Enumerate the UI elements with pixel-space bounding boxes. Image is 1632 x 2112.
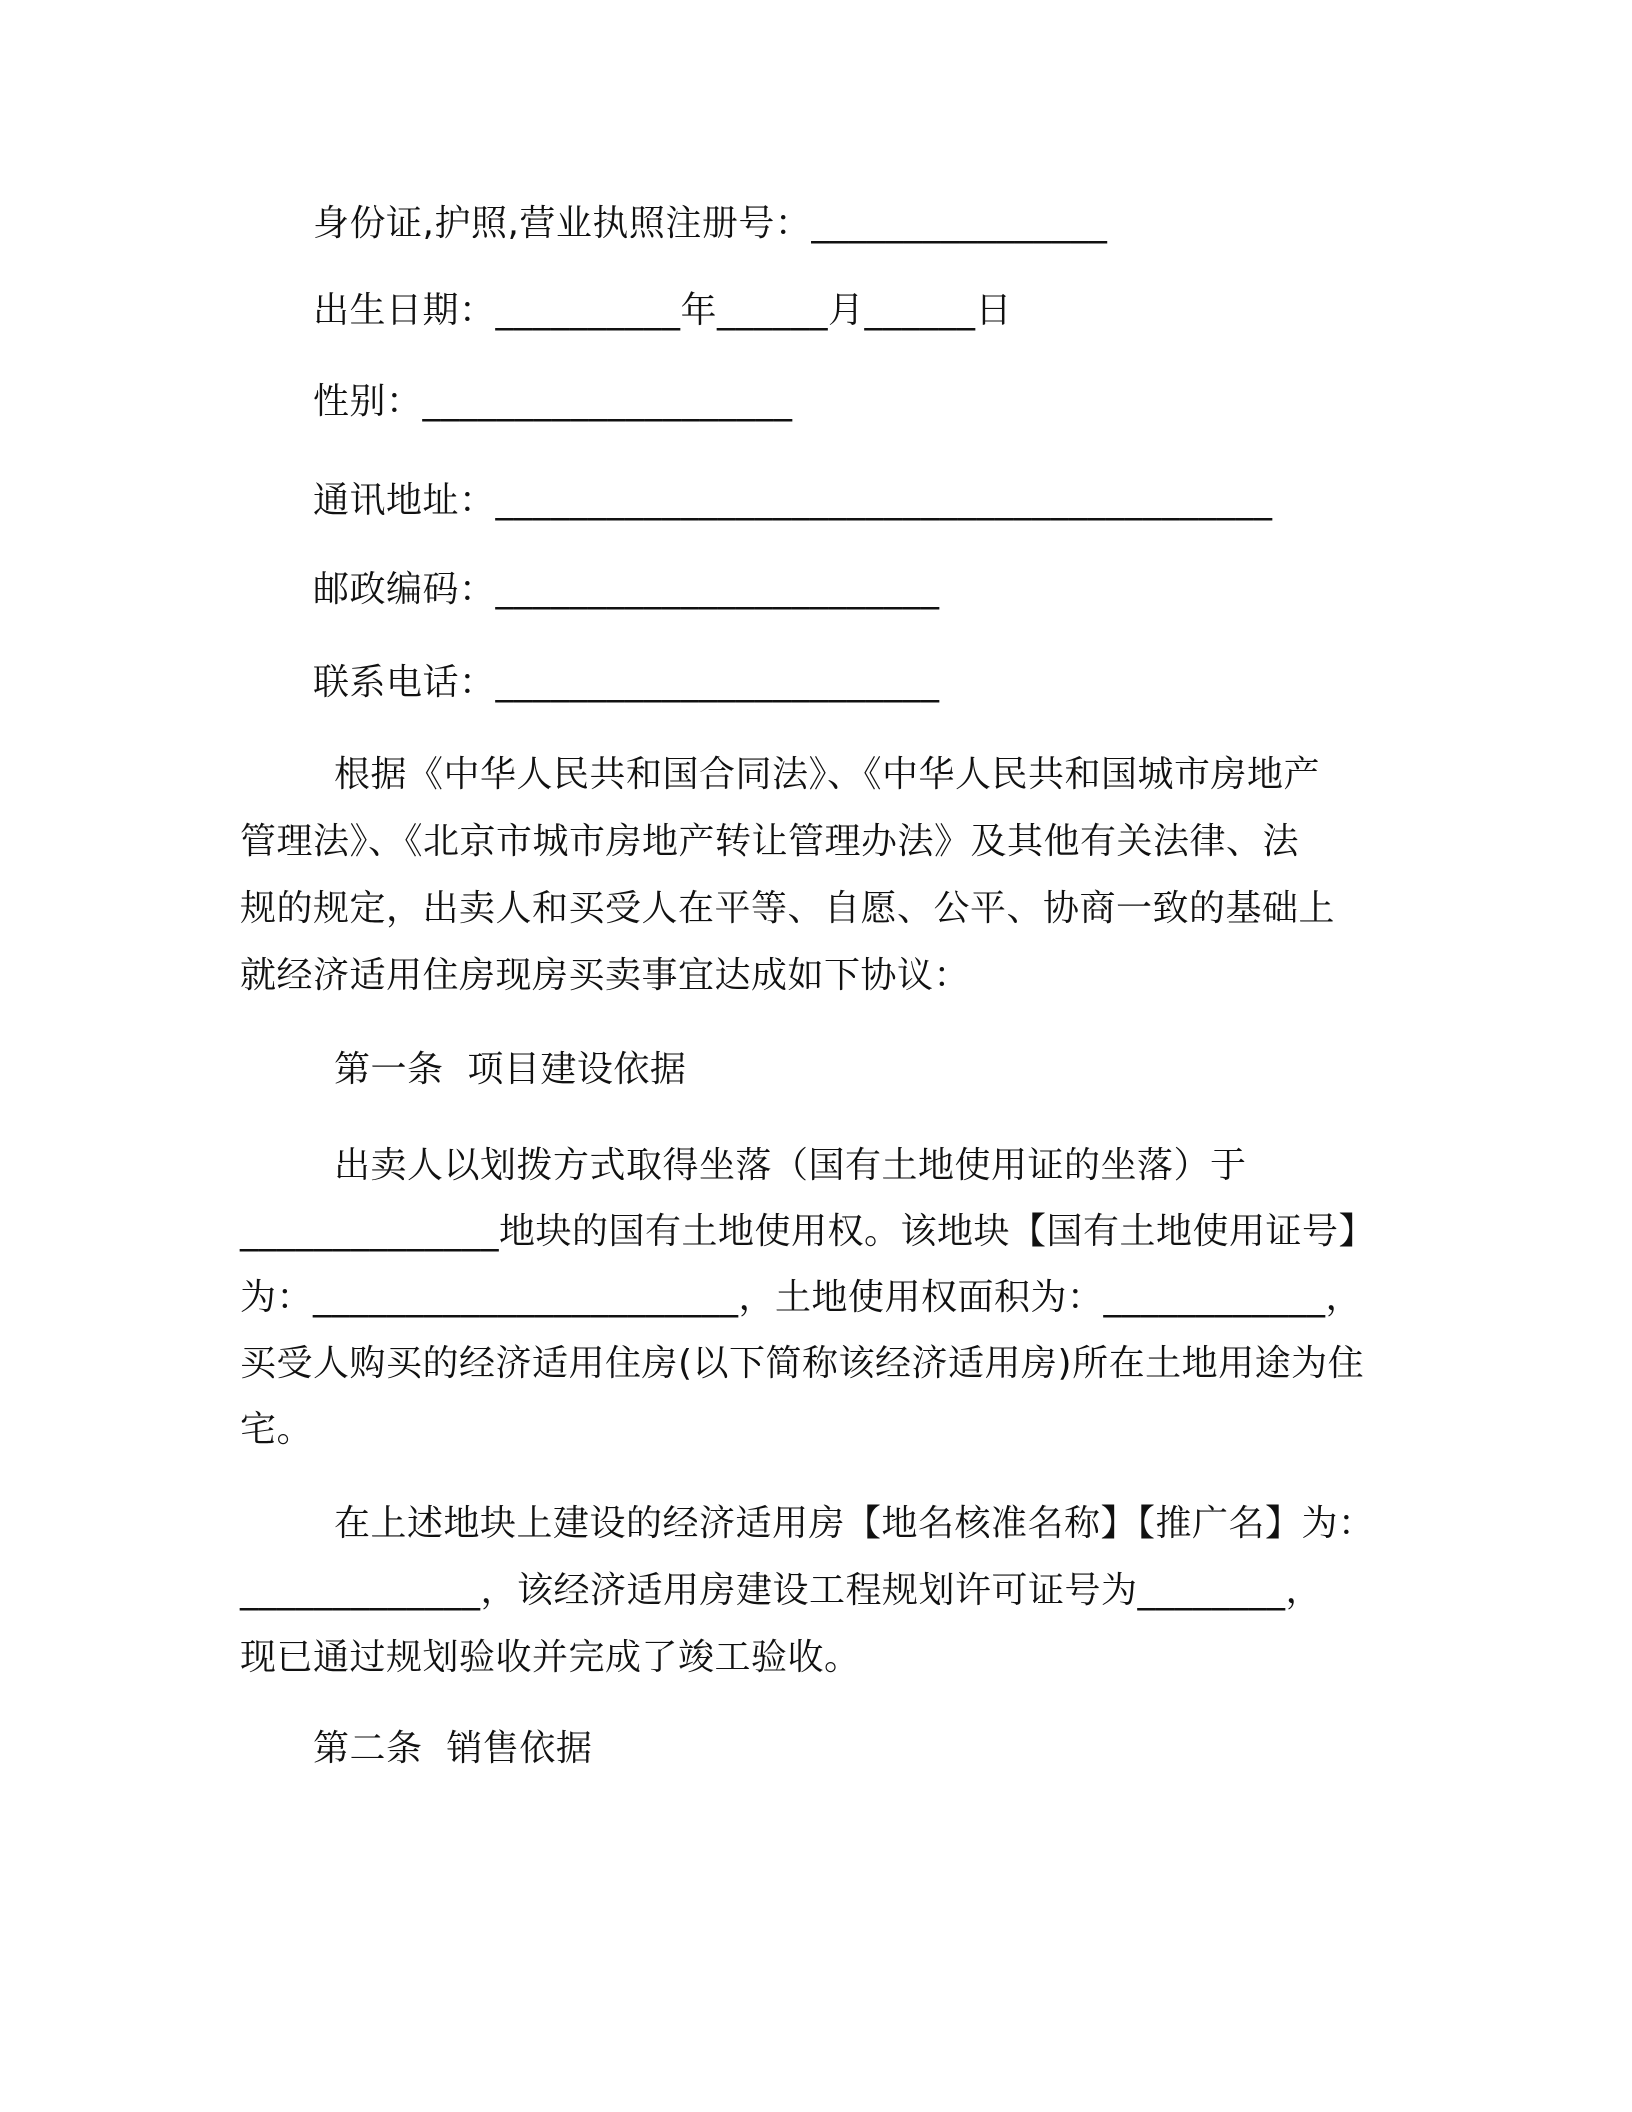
id-number-field: 身份证,护照,营业执照注册号：________________ (313, 203, 1108, 244)
article-1-p1-line-2: ______________地块的国有土地使用权。该地块【国有土地使用证号】 (240, 1211, 1376, 1252)
postal-code-field: 邮政编码：________________________ (313, 569, 940, 610)
article-1-p2-line-2: _____________，该经济适用房建设工程规划许可证号为________， (240, 1570, 1323, 1611)
article-1-p1-line-1: 出卖人以划拨方式取得坐落（国有土地使用证的坐落）于 (334, 1145, 1247, 1186)
intro-line-2: 管理法》、《北京市城市房地产转让管理办法》及其他有关法律、法 (240, 821, 1300, 862)
article-1-p1-line-5: 宅。 (240, 1409, 314, 1450)
gender-field: 性别：____________________ (313, 381, 793, 422)
article-1-p1-line-3: 为：_______________________，土地使用权面积为：____________， (240, 1277, 1363, 1318)
intro-line-3: 规的规定，出卖人和买受人在平等、自愿、公平、协商一致的基础上 (240, 888, 1336, 929)
article-1-p2-line-3: 现已通过规划验收并完成了竣工验收。 (240, 1637, 861, 1678)
birth-date-field: 出生日期：__________年______月______日 (313, 290, 1013, 331)
article-1-p2-line-1: 在上述地块上建设的经济适用房【地名核准名称】【推广名】为： (334, 1503, 1375, 1544)
address-field: 通讯地址：__________________________________________ (313, 480, 1273, 521)
article-1-title: 第一条 项目建设依据 (334, 1049, 687, 1090)
phone-field: 联系电话：________________________ (313, 662, 940, 703)
intro-line-4: 就经济适用住房现房买卖事宜达成如下协议： (240, 955, 971, 996)
intro-line-1: 根据《中华人民共和国合同法》、《中华人民共和国城市房地产 (334, 754, 1321, 795)
article-2-title: 第二条 销售依据 (313, 1728, 593, 1769)
article-1-p1-line-4: 买受人购买的经济适用住房(以下简称该经济适用房)所在土地用途为住 (240, 1343, 1365, 1384)
